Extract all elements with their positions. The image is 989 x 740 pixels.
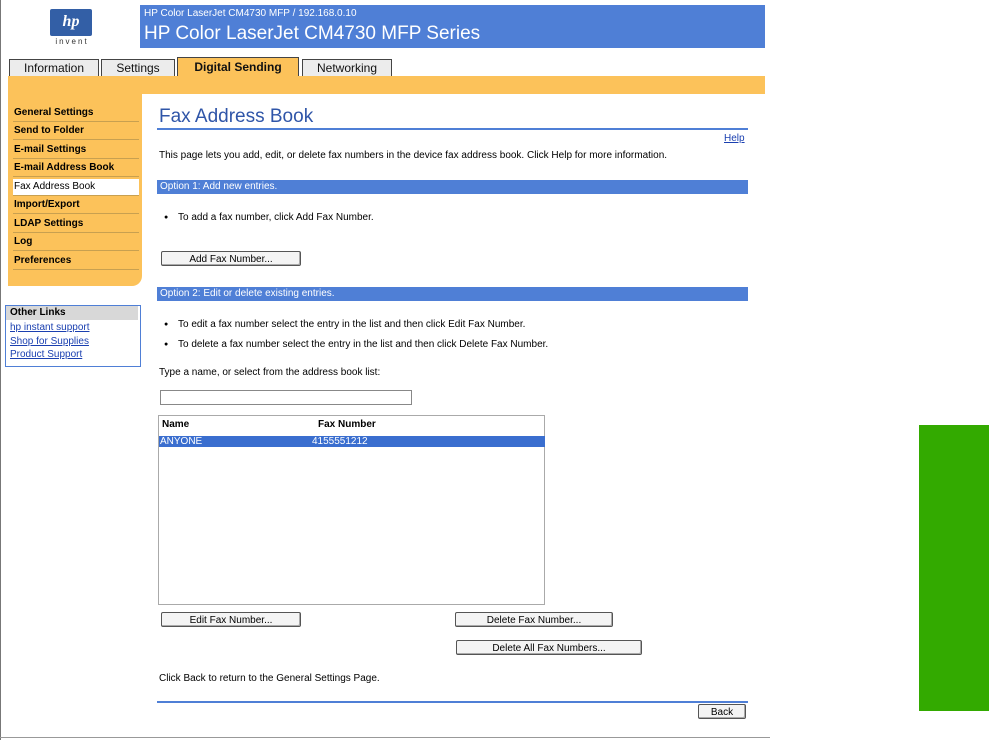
intro-text: This page lets you add, edit, or delete fax numbers in the device fax address book. Click Help for more information. xyxy=(159,150,668,161)
sidebar-item-general-settings[interactable]: General Settings xyxy=(13,105,139,122)
column-header-name: Name xyxy=(162,419,190,430)
option1-bullet: ● To add a fax number, click Add Fax Number. xyxy=(178,212,374,223)
sidebar-item-import-export[interactable]: Import/Export xyxy=(13,197,139,214)
back-button[interactable]: Back xyxy=(698,704,746,719)
tab-settings[interactable]: Settings xyxy=(101,59,175,77)
list-item-name: ANYONE xyxy=(160,436,203,447)
tab-bar xyxy=(8,76,765,94)
help-link[interactable]: Help xyxy=(724,133,745,144)
add-fax-number-button[interactable]: Add Fax Number... xyxy=(161,251,301,266)
sidebar-item-preferences[interactable]: Preferences xyxy=(13,253,139,270)
name-search-input[interactable] xyxy=(160,390,412,405)
hp-logo-tagline: invent xyxy=(55,37,89,46)
title-divider xyxy=(157,128,748,130)
option2-bullet-edit: ● To edit a fax number select the entry in the list and then click Edit Fax Number. xyxy=(178,319,525,330)
window-edge xyxy=(0,0,1,740)
hp-logo-mark: hp xyxy=(62,13,80,30)
delete-fax-number-button[interactable]: Delete Fax Number... xyxy=(455,612,613,627)
tab-digital-sending[interactable]: Digital Sending xyxy=(177,57,299,77)
footer-divider xyxy=(157,701,748,703)
sidebar-item-fax-address-book[interactable]: Fax Address Book xyxy=(13,179,139,196)
tab-networking[interactable]: Networking xyxy=(302,59,392,77)
page-title: Fax Address Book xyxy=(159,106,314,127)
other-links-title: Other Links xyxy=(6,306,138,320)
column-header-fax-number: Fax Number xyxy=(318,419,376,430)
list-item-number: 4155551212 xyxy=(312,436,368,447)
device-title: HP Color LaserJet CM4730 MFP Series xyxy=(144,23,481,44)
footer-text: Click Back to return to the General Settings Page. xyxy=(159,673,380,684)
sidebar-item-ldap-settings[interactable]: LDAP Settings xyxy=(13,216,139,233)
hp-logo xyxy=(50,9,92,36)
sidebar-item-send-to-folder[interactable]: Send to Folder xyxy=(13,123,139,140)
bottom-border xyxy=(0,737,770,738)
page-header xyxy=(140,5,765,48)
device-subtitle: HP Color LaserJet CM4730 MFP / 192.168.0.10 xyxy=(144,8,357,19)
tab-information[interactable]: Information xyxy=(9,59,99,77)
link-shop-for-supplies[interactable]: Shop for Supplies xyxy=(10,336,89,347)
side-green-tab xyxy=(919,425,989,711)
option1-header: Option 1: Add new entries. xyxy=(157,180,748,194)
link-hp-instant-support[interactable]: hp instant support xyxy=(10,322,90,333)
sidebar-item-log[interactable]: Log xyxy=(13,234,139,251)
delete-all-fax-numbers-button[interactable]: Delete All Fax Numbers... xyxy=(456,640,642,655)
link-product-support[interactable]: Product Support xyxy=(10,349,83,360)
edit-fax-number-button[interactable]: Edit Fax Number... xyxy=(161,612,301,627)
option2-bullet-delete: ● To delete a fax number select the entry in the list and then click Delete Fax Number. xyxy=(178,339,548,350)
option2-header: Option 2: Edit or delete existing entries. xyxy=(157,287,748,301)
sidebar-item-email-address-book[interactable]: E-mail Address Book xyxy=(13,160,139,177)
sidebar-item-email-settings[interactable]: E-mail Settings xyxy=(13,142,139,159)
search-label: Type a name, or select from the address book list: xyxy=(159,367,381,378)
